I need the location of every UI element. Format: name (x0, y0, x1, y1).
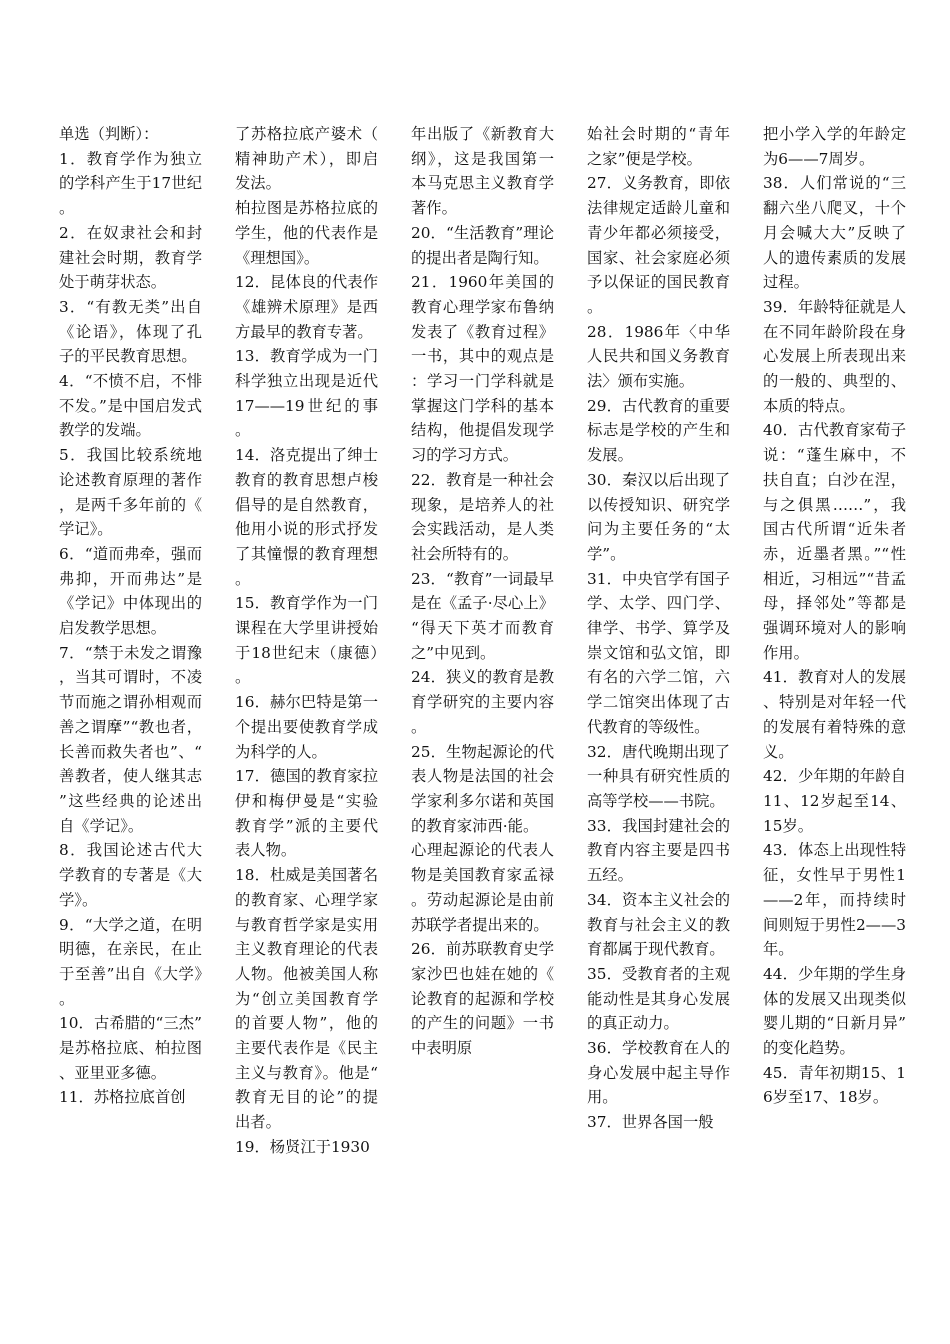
text-column-2 (235, 122, 378, 1160)
item-11-plato: 柏拉图是苏格拉底的学生，他的代表作是《理想国》。 (235, 199, 378, 267)
item-29: 29．古代教育的重要标志是学校的产生和发展。 (587, 396, 730, 465)
item-40: 40．古代教育家荀子说：“蓬生麻中，不扶自直；白沙在涅，与之俱黑……”，我国古代所谓“近朱者赤，近墨者黑。”“性相近，习相远”“昔孟母，择邻处”等都是强调环境对人的影响作用。 (763, 421, 906, 662)
item-1: 1．教育学作为独立的学科产生于17世纪。 (59, 149, 202, 218)
item-11-start: 11．苏格拉底首创 (59, 1088, 186, 1107)
item-6: 6．“道而弗牵，强而弗抑，开而弗达”是《学记》中体现出的启发教学思想。 (59, 544, 202, 638)
item-19-continued: 年出版了《新教育大纲》，这是我国第一本马克思主义教育学著作。 (411, 125, 554, 218)
item-5: 5．我国比较系统地论述教育原理的著作，是两千多年前的《学记》。 (59, 446, 202, 539)
item-17: 17．德国的教育家拉伊和梅伊曼是“实验教育学”派的主要代表人物。 (235, 767, 378, 860)
item-16: 16．赫尔巴特是第一个提出要使教育学成为科学的人。 (235, 693, 378, 761)
item-10: 10．古希腊的“三杰”是苏格拉底、柏拉图、亚里亚多德。 (59, 1014, 202, 1082)
item-15: 15．教育学作为一门课程在大学里讲授始于18世纪末（康德）。 (235, 594, 378, 687)
item-14: 14．洛克提出了绅士教育的教育思想卢梭倡导的是自然教育，他用小说的形式抒发了其憧憬的教育理想。 (235, 446, 378, 588)
text-column-1 (59, 122, 202, 1110)
item-8: 8．我国论述古代大学教育的专著是《大学》。 (59, 841, 202, 909)
item-39: 39．年龄特征就是人在不同年龄阶段在身心发展上所表现出来的一般的、典型的、本质的特点。 (763, 297, 906, 415)
item-4: 4．“不愤不启，不悱不发。”是中国启发式教学的发端。 (59, 372, 202, 440)
item-28: 28．1986年〈中华人民共和国义务教育法〉颁布实施。 (587, 322, 730, 391)
item-26-start: 26．前苏联教育史学家沙巴也娃在她的《论教育的起源和学校的产生的问题》一书中表明原 (411, 940, 554, 1058)
item-38: 38．人们常说的“三翻六坐八爬叉，十个月会喊大大”反映了人的遗传素质的发展过程。 (763, 174, 906, 292)
item-3: 3．“有教无类”出自《论语》，体现了孔子的平民教育思想。 (59, 297, 202, 366)
item-22: 22．教育是一种社会现象，是培养人的社会实践活动，是人类社会所特有的。 (411, 470, 554, 563)
item-33: 33．我国封建社会的教育内容主要是四书五经。 (587, 816, 730, 885)
item-9: 9．“大学之道，在明明德，在亲民，在止于至善”出自《大学》。 (59, 915, 202, 1008)
text-column-4 (587, 122, 730, 1135)
item-30: 30．秦汉以后出现了以传授知识、研究学问为主要任务的“太学”。 (587, 470, 730, 563)
item-31: 31．中央官学有国子学、太学、四门学、律学、书学、算学及崇文馆和弘文馆，即有名的六学二馆，六学二馆突出体现了古代教育的等级性。 (587, 569, 730, 736)
item-37-start: 37．世界各国一般 (587, 1113, 714, 1132)
item-44: 44．少年期的学生身体的发展又出现类似婴儿期的“日新月异”的变化趋势。 (763, 964, 906, 1058)
item-19-start: 19．杨贤江于1930 (235, 1137, 370, 1156)
item-35: 35．受教育者的主观能动性是其身心发展的真正动力。 (587, 964, 730, 1033)
item-21: 21．1960年美国的教育心理学家布鲁纳发表了《教育过程》一书，其中的观点是：学习一门学科就是掌握这门学科的基本结构，他提倡发现学习的学习方式。 (411, 273, 554, 465)
item-42: 42．少年期的年龄自11、12岁起至14、15岁。 (763, 767, 906, 835)
item-45: 45．青年初期15、16岁至17、18岁。 (763, 1063, 906, 1107)
item-37-continued: 把小学入学的年龄定为6——7周岁。 (763, 125, 906, 168)
item-25: 25．生物起源论的代表人物是法国的社会学家利多尔诺和英国的教育家沛西·能。 (411, 742, 554, 835)
text-column-5 (763, 122, 906, 1110)
item-7: 7．“禁于未发之谓豫，当其可谓时，不凌节而施之谓孙相观而善之谓摩”“教也者，长善而救失者也”、“善教者，使人继其志”这些经典的论述出自《学记》。 (59, 643, 202, 835)
item-27: 27．义务教育，即依法律规定适龄儿童和青少年都必须接受，国家、社会家庭必须予以保证的国民教育。 (587, 174, 730, 316)
item-25-psychology-origin: 心理起源论的代表人物是美国教育家孟禄。劳动起源论是由前苏联学者提出来的。 (411, 841, 554, 934)
item-32: 32．唐代晚期出现了一种具有研究性质的高等学校——书院。 (587, 742, 730, 810)
item-20: 20．“生活教育”理论的提出者是陶行知。 (411, 223, 554, 267)
item-11-continued: 了苏格拉底产婆术（精神助产术），即启发法。 (235, 125, 378, 193)
item-18: 18．杜威是美国著名的教育家、心理学家与教育哲学家是实用主义教育理论的代表人物。他被美国人称为“创立美国教育学的首要人物”，他的主要代表作是《民主主义与教育》。他是“教育无目的论”的提出者。 (235, 866, 378, 1132)
item-12: 12．昆体良的代表作《雄辨术原理》是西方最早的教育专著。 (235, 273, 378, 341)
item-2: 2．在奴隶社会和封建社会时期，教育学处于萌芽状态。 (59, 223, 202, 292)
item-26-continued: 始社会时期的“青年之家”便是学校。 (587, 125, 730, 168)
item-23: 23．“教育”一词最早是在《孟子·尽心上》“得天下英才而教育之”中见到。 (411, 569, 554, 662)
item-41: 41．教育对人的发展、特别是对年轻一代的发展有着特殊的意义。 (763, 668, 906, 761)
document-page (59, 122, 929, 1322)
item-36: 36．学校教育在人的身心发展中起主导作用。 (587, 1039, 730, 1107)
item-43: 43．体态上出现性特征，女性早于男性1——2年，而持续时间则短于男性2——3年。 (763, 841, 906, 959)
item-34: 34．资本主义社会的教育与社会主义的教育都属于现代教育。 (587, 890, 730, 959)
text-column-3 (411, 122, 554, 1061)
item-13: 13．教育学成为一门科学独立出现是近代17——19世纪的事。 (235, 347, 378, 440)
heading-single-choice: 单选（判断）： (59, 125, 159, 143)
item-24: 24．狭义的教育是教育学研究的主要内容。 (411, 668, 554, 736)
